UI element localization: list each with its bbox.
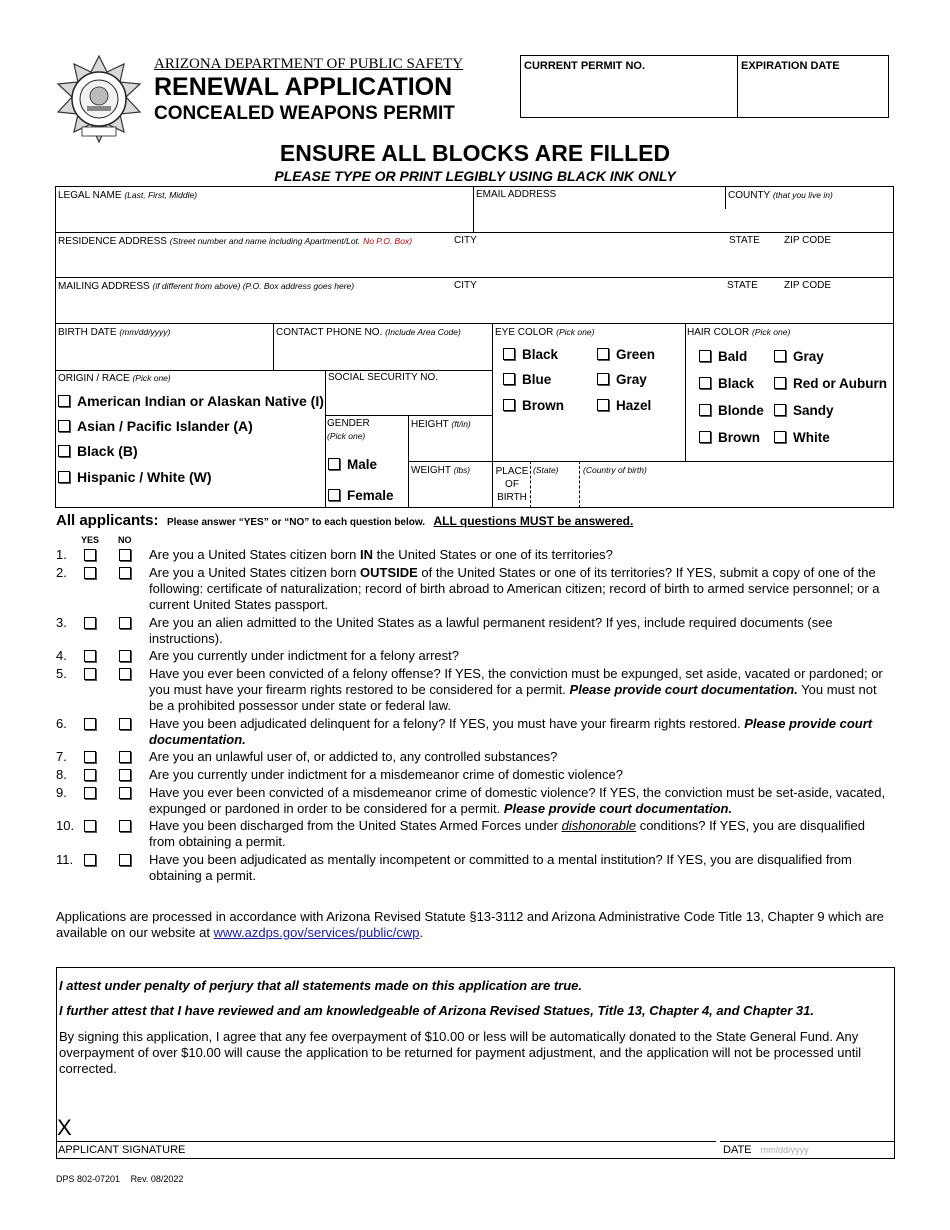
dps-seal	[54, 54, 144, 144]
height-label: HEIGHT (ft/in)	[411, 419, 471, 430]
legal-name-input[interactable]	[57, 203, 471, 231]
residence-zip-label: ZIP CODE	[784, 235, 832, 246]
attest-line-1: I attest under penalty of perjury that all statements made on this application are true.	[59, 978, 583, 993]
no-checkbox-icon[interactable]	[119, 549, 131, 561]
expiration-date-input[interactable]	[739, 74, 887, 116]
checkbox-icon[interactable]	[774, 404, 786, 416]
origin-option-asian[interactable]: Asian / Pacific Islander (A)	[58, 418, 253, 434]
pob-state-input[interactable]	[532, 478, 578, 506]
residence-state-label: STATE	[729, 235, 760, 246]
pob-state-label: (State)	[533, 465, 559, 475]
origin-label: ORIGIN / RACE (Pick one)	[58, 373, 171, 384]
no-column-label: NO	[118, 535, 132, 545]
ssn-label: SOCIAL SECURITY NO.	[328, 372, 439, 383]
yes-checkbox-icon[interactable]	[84, 567, 96, 579]
checkbox-icon[interactable]	[597, 348, 609, 360]
email-input[interactable]	[475, 203, 724, 231]
signature-label: APPLICANT SIGNATURE	[58, 1144, 186, 1156]
mailing-city-label: CITY	[454, 280, 477, 291]
mailing-address-label: MAILING ADDRESS (if different from above) (P.O. Box address goes here)	[58, 281, 355, 292]
form-number: DPS 802-07201 Rev. 08/2022	[56, 1174, 184, 1184]
questions-must: ALL questions MUST be answered.	[433, 514, 634, 528]
origin-option-hispanic-white[interactable]: Hispanic / White (W)	[58, 469, 212, 485]
phone-label: CONTACT PHONE NO. (Include Area Code)	[276, 327, 461, 338]
attest-line-3: By signing this application, I agree that any fee overpayment of $10.00 or less will be automatically donated to the State General Fund. Any overpayment of over $10.00 will cause the application to be returned for payment adjustment, and the application will not be processed until corrected.	[59, 1029, 862, 1076]
checkbox-icon[interactable]	[503, 399, 515, 411]
place-of-birth-label: PLACE OF BIRTH	[495, 466, 529, 503]
yes-column-label: YES	[81, 535, 100, 545]
agency-name: ARIZONA DEPARTMENT OF PUBLIC SAFETY	[154, 56, 464, 72]
eye-option-hazel[interactable]: Hazel	[597, 398, 651, 414]
current-permit-input[interactable]	[522, 74, 735, 116]
hair-option-red-auburn[interactable]: Red or Auburn	[774, 376, 887, 392]
checkbox-icon[interactable]	[774, 377, 786, 389]
pob-country-input[interactable]	[581, 478, 892, 506]
birth-date-input[interactable]	[57, 340, 271, 368]
no-checkbox-icon[interactable]	[119, 567, 131, 579]
checkbox-icon[interactable]	[328, 458, 340, 470]
no-checkbox-icon[interactable]	[119, 820, 131, 832]
checkbox-icon[interactable]	[58, 420, 70, 432]
origin-option-american-indian[interactable]: American Indian or Alaskan Native (I)	[58, 393, 324, 409]
no-checkbox-icon[interactable]	[119, 617, 131, 629]
birth-date-label: BIRTH DATE (mm/dd/yyyy)	[58, 327, 171, 338]
checkbox-icon[interactable]	[58, 445, 70, 457]
gender-option-female[interactable]: Female	[328, 488, 394, 504]
checkbox-icon[interactable]	[503, 348, 515, 360]
signature-input[interactable]	[80, 1110, 710, 1140]
yes-checkbox-icon[interactable]	[84, 718, 96, 730]
origin-option-black[interactable]: Black (B)	[58, 443, 138, 459]
mailing-zip-label: ZIP CODE	[784, 280, 832, 291]
checkbox-icon[interactable]	[503, 373, 515, 385]
no-checkbox-icon[interactable]	[119, 769, 131, 781]
date-label: DATE mm/dd/yyyy	[723, 1144, 809, 1156]
phone-input[interactable]	[275, 340, 490, 368]
checkbox-icon[interactable]	[699, 431, 711, 443]
yes-checkbox-icon[interactable]	[84, 787, 96, 799]
yes-checkbox-icon[interactable]	[84, 650, 96, 662]
yes-checkbox-icon[interactable]	[84, 854, 96, 866]
weight-input[interactable]	[410, 478, 491, 506]
hair-option-sandy[interactable]: Sandy	[774, 403, 834, 419]
hair-option-blonde[interactable]: Blonde	[699, 403, 764, 419]
gender-option-male[interactable]: Male	[328, 457, 377, 473]
checkbox-icon[interactable]	[699, 350, 711, 362]
yes-checkbox-icon[interactable]	[84, 549, 96, 561]
questions-header	[56, 512, 633, 530]
hair-option-bald[interactable]: Bald	[699, 349, 747, 365]
signature-x-mark: X	[57, 1115, 72, 1140]
checkbox-icon[interactable]	[774, 350, 786, 362]
no-checkbox-icon[interactable]	[119, 751, 131, 763]
eye-option-brown[interactable]: Brown	[503, 398, 564, 414]
questions-title: All applicants:	[56, 512, 159, 529]
checkbox-icon[interactable]	[699, 404, 711, 416]
yes-checkbox-icon[interactable]	[84, 820, 96, 832]
residence-address-label: RESIDENCE ADDRESS (Street number and name including Apartment/Lot. No P.O. Box)	[58, 236, 413, 247]
pob-country-label: (Country of birth)	[583, 465, 647, 475]
hair-option-gray[interactable]: Gray	[774, 349, 824, 365]
cwp-website-link[interactable]: www.azdps.gov/services/public/cwp	[213, 925, 420, 940]
residence-city-label: CITY	[454, 235, 477, 246]
banner-main: ENSURE ALL BLOCKS ARE FILLED	[279, 140, 671, 166]
questions-instruction: Please answer “YES” or “NO” to each question below.	[166, 517, 426, 528]
email-label: EMAIL ADDRESS	[476, 189, 557, 200]
current-permit-label: CURRENT PERMIT NO.	[524, 60, 645, 72]
no-checkbox-icon[interactable]	[119, 650, 131, 662]
weight-label: WEIGHT (lbs)	[411, 465, 471, 476]
statute-paragraph: Applications are processed in accordance with Arizona Revised Statute §13-3112 and Arizona Administrative Code Title 13, Chapter 9 which are available on our website at www.azdps.gov/services/public/cwp.	[56, 909, 884, 940]
no-checkbox-icon[interactable]	[119, 787, 131, 799]
eye-option-green[interactable]: Green	[597, 347, 655, 363]
attest-line-2: I further attest that I have reviewed and am knowledgeable of Arizona Revised Statues, Title 13, Chapter 4, and Chapter 31.	[59, 1003, 814, 1018]
gender-label: GENDER (Pick one)	[327, 418, 370, 441]
no-checkbox-icon[interactable]	[119, 718, 131, 730]
hair-option-black[interactable]: Black	[699, 376, 754, 392]
checkbox-icon[interactable]	[597, 399, 609, 411]
county-label: COUNTY (that you live in)	[728, 190, 833, 201]
form-title: RENEWAL APPLICATION	[154, 73, 453, 101]
checkbox-icon[interactable]	[58, 471, 70, 483]
yes-checkbox-icon[interactable]	[84, 617, 96, 629]
ssn-input[interactable]	[327, 386, 491, 414]
mailing-address-input[interactable]	[57, 294, 892, 322]
form-subtitle: CONCEALED WEAPONS PERMIT	[154, 103, 455, 124]
yes-checkbox-icon[interactable]	[84, 751, 96, 763]
eye-color-label: EYE COLOR (Pick one)	[495, 327, 595, 338]
residence-address-input[interactable]	[57, 249, 892, 276]
hair-option-white[interactable]: White	[774, 430, 830, 446]
yes-checkbox-icon[interactable]	[84, 668, 96, 680]
checkbox-icon[interactable]	[58, 395, 70, 407]
hair-color-label: HAIR COLOR (Pick one)	[687, 327, 791, 338]
yes-checkbox-icon[interactable]	[84, 769, 96, 781]
checkbox-icon[interactable]	[774, 431, 786, 443]
checkbox-icon[interactable]	[328, 489, 340, 501]
hair-option-brown[interactable]: Brown	[699, 430, 760, 446]
eye-option-black[interactable]: Black	[503, 347, 558, 363]
no-checkbox-icon[interactable]	[119, 854, 131, 866]
mailing-state-label: STATE	[727, 280, 758, 291]
eye-option-gray[interactable]: Gray	[597, 372, 647, 388]
eye-option-blue[interactable]: Blue	[503, 372, 551, 388]
legal-name-label: LEGAL NAME (Last, First, Middle)	[58, 190, 198, 201]
checkbox-icon[interactable]	[597, 373, 609, 385]
banner-sub: PLEASE TYPE OR PRINT LEGIBLY USING BLACK INK ONLY	[274, 168, 676, 184]
height-input[interactable]	[410, 432, 491, 460]
checkbox-icon[interactable]	[699, 377, 711, 389]
expiration-date-label: EXPIRATION DATE	[741, 60, 840, 72]
county-input[interactable]	[727, 205, 892, 231]
no-checkbox-icon[interactable]	[119, 668, 131, 680]
